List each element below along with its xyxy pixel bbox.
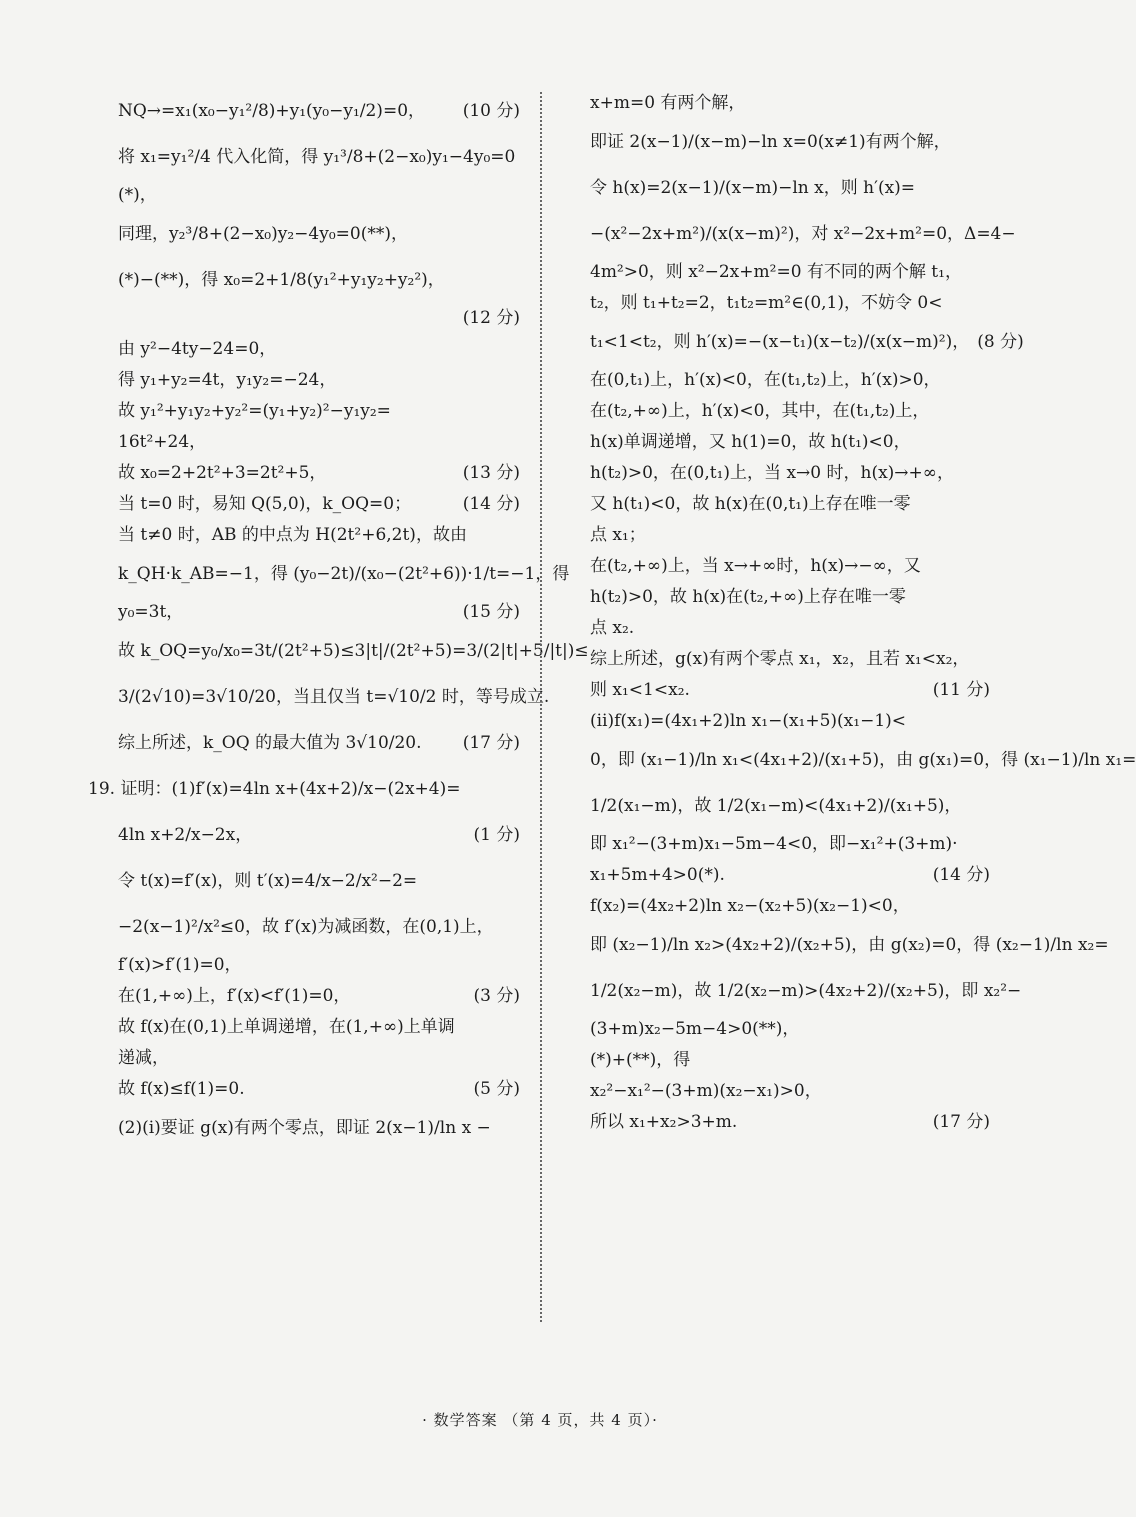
- answer-line: [590, 365, 990, 396]
- answer-line: [88, 766, 520, 812]
- score-marker: (15 分): [462, 602, 520, 622]
- line-text: (ⅱ)f(x₁)=(4x₁+2)ln x₁−(x₁+5)(x₁−1)<: [590, 711, 907, 731]
- answer-line: [590, 1076, 990, 1107]
- score-marker: (17 分): [462, 733, 520, 753]
- line-text: 当 t=0 时，易知 Q(5,0)，k_OQ=0；: [118, 494, 412, 514]
- line-text: 故 k_OQ=y₀/x₀=3t/(2t²+5)≤3|t|/(2t²+5)=3/(2|t|+5/|t|)≤: [118, 641, 589, 661]
- score-marker: (10 分): [462, 101, 520, 121]
- answer-line: [118, 489, 520, 520]
- line-text: f′(x)>f′(1)=0，: [118, 955, 242, 975]
- line-text: 在(1,+∞)上，f′(x)<f′(1)=0，: [118, 986, 351, 1006]
- answer-line: [118, 858, 520, 904]
- answer-line: [590, 706, 990, 737]
- line-text: y₀=3t，: [118, 602, 184, 622]
- answer-line: [590, 891, 990, 922]
- answer-line: [118, 1105, 520, 1151]
- line-text: x+m=0 有两个解，: [590, 93, 746, 113]
- line-text: 得 y₁+y₂=4t，y₁y₂=−24，: [118, 370, 337, 390]
- line-text: 故 f(x)≤f(1)=0.: [118, 1079, 245, 1099]
- line-text: (*)−(**)，得 x₀=2+1/8(y₁²+y₁y₂+y₂²)，: [118, 270, 445, 290]
- answer-line: [590, 165, 990, 211]
- line-text: 又 h(t₁)<0，故 h(x)在(0,t₁)上存在唯一零: [590, 494, 911, 514]
- line-text: 4ln x+2/x−2x，: [118, 825, 253, 845]
- score-marker: (11 分): [932, 680, 990, 700]
- line-text: 3/(2√10)=3√10/20，当且仅当 t=√10/2 时，等号成立.: [118, 687, 550, 707]
- line-text: t₁<1<t₂，则 h′(x)=−(x−t₁)(x−t₂)/(x(x−m)²)，: [590, 332, 970, 352]
- answer-line: [118, 458, 520, 489]
- line-text: 4m²>0，则 x²−2x+m²=0 有不同的两个解 t₁，: [590, 262, 962, 282]
- answer-line: [590, 1014, 990, 1045]
- line-text: 同理，y₂³/8+(2−x₀)y₂−4y₀=0(**)，: [118, 224, 408, 244]
- answer-line: [590, 520, 990, 551]
- score-marker: (12 分): [462, 308, 520, 328]
- line-text: 故 x₀=2+2t²+3=2t²+5，: [118, 463, 327, 483]
- answer-line: [118, 720, 520, 766]
- answer-line: [118, 628, 589, 674]
- answer-line: [590, 119, 990, 165]
- line-text: 递减，: [118, 1048, 169, 1068]
- line-text: h(t₂)>0，在(0,t₁)上，当 x→0 时，h(x)→+∞，: [590, 463, 954, 483]
- score-marker: (14 分): [462, 494, 520, 514]
- line-text: −(x²−2x+m²)/(x(x−m)²)，对 x²−2x+m²=0，Δ=4−: [590, 224, 1016, 244]
- page-footer: · 数学答案 （第 4 页，共 4 页）·: [422, 1411, 658, 1429]
- line-text: 在(0,t₁)上，h′(x)<0，在(t₁,t₂)上，h′(x)>0，: [590, 370, 941, 390]
- score-marker: (14 分): [932, 865, 990, 885]
- score-marker: (5 分): [473, 1079, 520, 1099]
- line-text: k_QH·k_AB=−1，得 (y₀−2t)/(x₀−(2t²+6))·1/t=−1，得: [118, 564, 570, 584]
- answer-line: [118, 597, 520, 628]
- answer-line: [590, 319, 1024, 365]
- line-text: 在(t₂,+∞)上，h′(x)<0，其中，在(t₁,t₂)上，: [590, 401, 930, 421]
- answer-line: [118, 551, 570, 597]
- answer-line: [590, 737, 1136, 783]
- answer-line: [590, 396, 990, 427]
- answer-line: [590, 582, 990, 613]
- answer-line: [590, 644, 990, 675]
- line-text: 综上所述，g(x)有两个零点 x₁，x₂，且若 x₁<x₂，: [590, 649, 970, 669]
- score-marker: (1 分): [473, 825, 520, 845]
- line-text: t₂，则 t₁+t₂=2，t₁t₂=m²∈(0,1)，不妨令 0<: [590, 293, 943, 313]
- answer-line: [118, 1074, 520, 1105]
- line-text: 点 x₁；: [590, 525, 646, 545]
- answer-line: [590, 88, 990, 119]
- answer-line: [590, 1045, 990, 1076]
- answer-line: [118, 396, 520, 427]
- answer-line: [590, 489, 990, 520]
- answer-line: [590, 968, 1022, 1014]
- line-text: 则 x₁<1<x₂.: [590, 680, 690, 700]
- answer-line: [118, 1043, 520, 1074]
- answer-line: [590, 675, 990, 706]
- line-text: 当 t≠0 时，AB 的中点为 H(2t²+6,2t)，故由: [118, 525, 467, 545]
- line-text: NQ→=x₁(x₀−y₁²/8)+y₁(y₀−y₁/2)=0，: [118, 101, 426, 121]
- answer-line: [118, 427, 520, 458]
- line-text: (*)，: [118, 185, 157, 205]
- line-text: 即 (x₂−1)/ln x₂>(4x₂+2)/(x₂+5)，由 g(x₂)=0，得 (x₂−1)/ln x₂=: [590, 935, 1109, 955]
- line-text: 19. 证明：(1)f′(x)=4ln x+(4x+2)/x−(2x+4)=: [88, 779, 461, 799]
- line-text: 在(t₂,+∞)上，当 x→+∞时，h(x)→−∞，又: [590, 556, 921, 576]
- answer-line: [118, 88, 520, 134]
- answer-line: [590, 211, 1016, 257]
- line-text: (3+m)x₂−5m−4>0(**)，: [590, 1019, 800, 1039]
- answer-line: [118, 134, 520, 180]
- line-text: 即证 2(x−1)/(x−m)−ln x=0(x≠1)有两个解，: [590, 132, 951, 152]
- answer-line: [118, 674, 550, 720]
- answer-line: [118, 981, 520, 1012]
- score-marker: (17 分): [932, 1112, 990, 1132]
- left-column: [88, 88, 589, 1151]
- score-marker: (8 分): [977, 332, 1024, 352]
- answer-line: [118, 257, 520, 303]
- line-text: 令 t(x)=f′(x)，则 t′(x)=4/x−2/x²−2=: [118, 871, 418, 891]
- line-text: (*)+(**)，得: [590, 1050, 691, 1070]
- line-text: h(x)单调递增，又 h(1)=0，故 h(t₁)<0，: [590, 432, 911, 452]
- answer-line: [590, 427, 990, 458]
- answer-line: [590, 860, 990, 891]
- answer-line: [590, 829, 990, 860]
- line-text: −2(x−1)²/x²≤0，故 f′(x)为减函数，在(0,1)上，: [118, 917, 494, 937]
- answer-line: [590, 257, 990, 288]
- answer-line: [118, 1012, 520, 1043]
- line-text: (2)(ⅰ)要证 g(x)有两个零点，即证 2(x−1)/ln x −: [118, 1118, 491, 1138]
- answer-line: [118, 520, 520, 551]
- line-text: 令 h(x)=2(x−1)/(x−m)−ln x，则 h′(x)=: [590, 178, 916, 198]
- line-text: h(t₂)>0，故 h(x)在(t₂,+∞)上存在唯一零: [590, 587, 906, 607]
- answer-line: [590, 288, 990, 319]
- line-text: 综上所述，k_OQ 的最大值为 3√10/20.: [118, 733, 422, 753]
- answer-line: [590, 551, 990, 582]
- answer-line: [590, 613, 990, 644]
- answer-line: [118, 812, 520, 858]
- right-column: [590, 88, 1136, 1138]
- answer-line: [118, 211, 520, 257]
- answer-line: [118, 303, 520, 334]
- score-marker: (13 分): [462, 463, 520, 483]
- line-text: 1/2(x₁−m)，故 1/2(x₁−m)<(4x₁+2)/(x₁+5)，: [590, 796, 962, 816]
- line-text: 将 x₁=y₁²/4 代入化简，得 y₁³/8+(2−x₀)y₁−4y₀=0: [118, 147, 516, 167]
- answer-line: [590, 1107, 990, 1138]
- line-text: 由 y²−4ty−24=0，: [118, 339, 277, 359]
- line-text: 即 x₁²−(3+m)x₁−5m−4<0，即−x₁²+(3+m)·: [590, 834, 958, 854]
- line-text: 点 x₂.: [590, 618, 635, 638]
- line-text: 故 f(x)在(0,1)上单调递增，在(1,+∞)上单调: [118, 1017, 455, 1037]
- answer-line: [118, 904, 520, 950]
- line-text: 所以 x₁+x₂>3+m.: [590, 1112, 738, 1132]
- line-text: x₁+5m+4>0(*).: [590, 865, 725, 885]
- answer-line: [118, 334, 520, 365]
- answer-line: [590, 783, 990, 829]
- line-text: 16t²+24，: [118, 432, 207, 452]
- line-text: 0，即 (x₁−1)/ln x₁<(4x₁+2)/(x₁+5)，由 g(x₁)=0，得 (x₁−1)/ln x₁=: [590, 750, 1136, 770]
- answer-line: [118, 950, 520, 981]
- line-text: 故 y₁²+y₁y₂+y₂²=(y₁+y₂)²−y₁y₂=: [118, 401, 391, 421]
- answer-line: [118, 180, 520, 211]
- column-divider: [540, 92, 542, 1322]
- score-marker: (3 分): [473, 986, 520, 1006]
- line-text: x₂²−x₁²−(3+m)(x₂−x₁)>0，: [590, 1081, 822, 1101]
- line-text: 1/2(x₂−m)，故 1/2(x₂−m)>(4x₂+2)/(x₂+5)，即 x₂²−: [590, 981, 1022, 1001]
- answer-line: [118, 365, 520, 396]
- line-text: f(x₂)=(4x₂+2)ln x₂−(x₂+5)(x₂−1)<0，: [590, 896, 910, 916]
- answer-line: [590, 922, 1109, 968]
- answer-line: [590, 458, 990, 489]
